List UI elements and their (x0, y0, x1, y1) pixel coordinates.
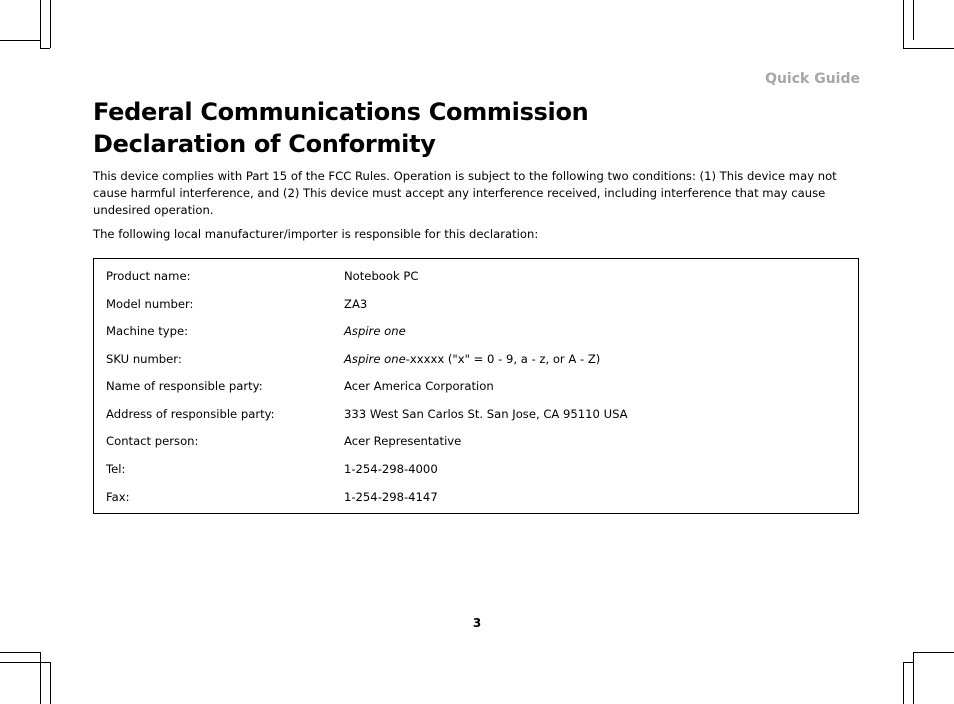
row-value: Notebook PC (344, 269, 419, 283)
table-row (106, 459, 846, 479)
row-value: Acer America Corporation (344, 379, 494, 393)
crop-mark (903, 662, 904, 704)
crop-mark (40, 0, 41, 48)
crop-mark (903, 0, 904, 48)
page-title (93, 96, 873, 160)
declaration-table (93, 258, 859, 514)
row-value: 1-254-298-4000 (344, 462, 438, 476)
row-label: Address of responsible party: (106, 407, 275, 421)
crop-mark (903, 48, 954, 49)
table-row (106, 321, 846, 341)
title-line-2: Declaration of Conformity (93, 130, 436, 158)
title-line-1: Federal Communications Commission (93, 98, 589, 126)
crop-mark (50, 0, 51, 48)
crop-mark (913, 0, 914, 40)
row-value: Acer Representative (344, 434, 462, 448)
responsible-paragraph: The following local manufacturer/importer is responsible for this declaration: (93, 227, 539, 241)
row-value: 333 West San Carlos St. San Jose, CA 95110 USA (344, 407, 628, 421)
crop-mark (50, 662, 51, 704)
table-row (106, 487, 846, 507)
row-label: Tel: (106, 462, 126, 476)
crop-mark (0, 662, 50, 663)
row-label: Product name: (106, 269, 191, 283)
table-row (106, 404, 846, 424)
crop-mark (40, 652, 41, 704)
compliance-paragraph: This device complies with Part 15 of the FCC Rules. Operation is subject to the following two conditions: (1) This device may not cause harmful interference, and (2) This device must accept any interference received, including interference that may cause undesired operation. (93, 169, 837, 217)
table-row (106, 431, 846, 451)
crop-mark (913, 652, 954, 653)
crop-mark (0, 652, 40, 653)
row-label: Fax: (106, 490, 130, 504)
row-label: Name of responsible party: (106, 379, 263, 393)
table-row (106, 349, 846, 369)
crop-mark (903, 662, 913, 663)
table-row (106, 266, 846, 286)
row-label: Contact person: (106, 434, 199, 448)
page-number: 3 (472, 616, 482, 630)
row-label: Model number: (106, 297, 194, 311)
row-value (344, 349, 600, 369)
table-row (106, 294, 846, 314)
running-header: Quick Guide (765, 71, 860, 87)
table-row (106, 376, 846, 396)
row-value: Aspire one (344, 324, 406, 338)
row-value-suffix: -xxxxx ("x" = 0 - 9, a - z, or A - Z) (405, 352, 601, 366)
crop-mark (913, 652, 914, 704)
row-value-italic: Aspire one (344, 352, 406, 366)
crop-mark (0, 40, 40, 41)
row-value: ZA3 (344, 297, 368, 311)
row-label: Machine type: (106, 324, 189, 338)
row-value: 1-254-298-4147 (344, 490, 438, 504)
crop-mark (40, 48, 50, 49)
row-label: SKU number: (106, 352, 182, 366)
